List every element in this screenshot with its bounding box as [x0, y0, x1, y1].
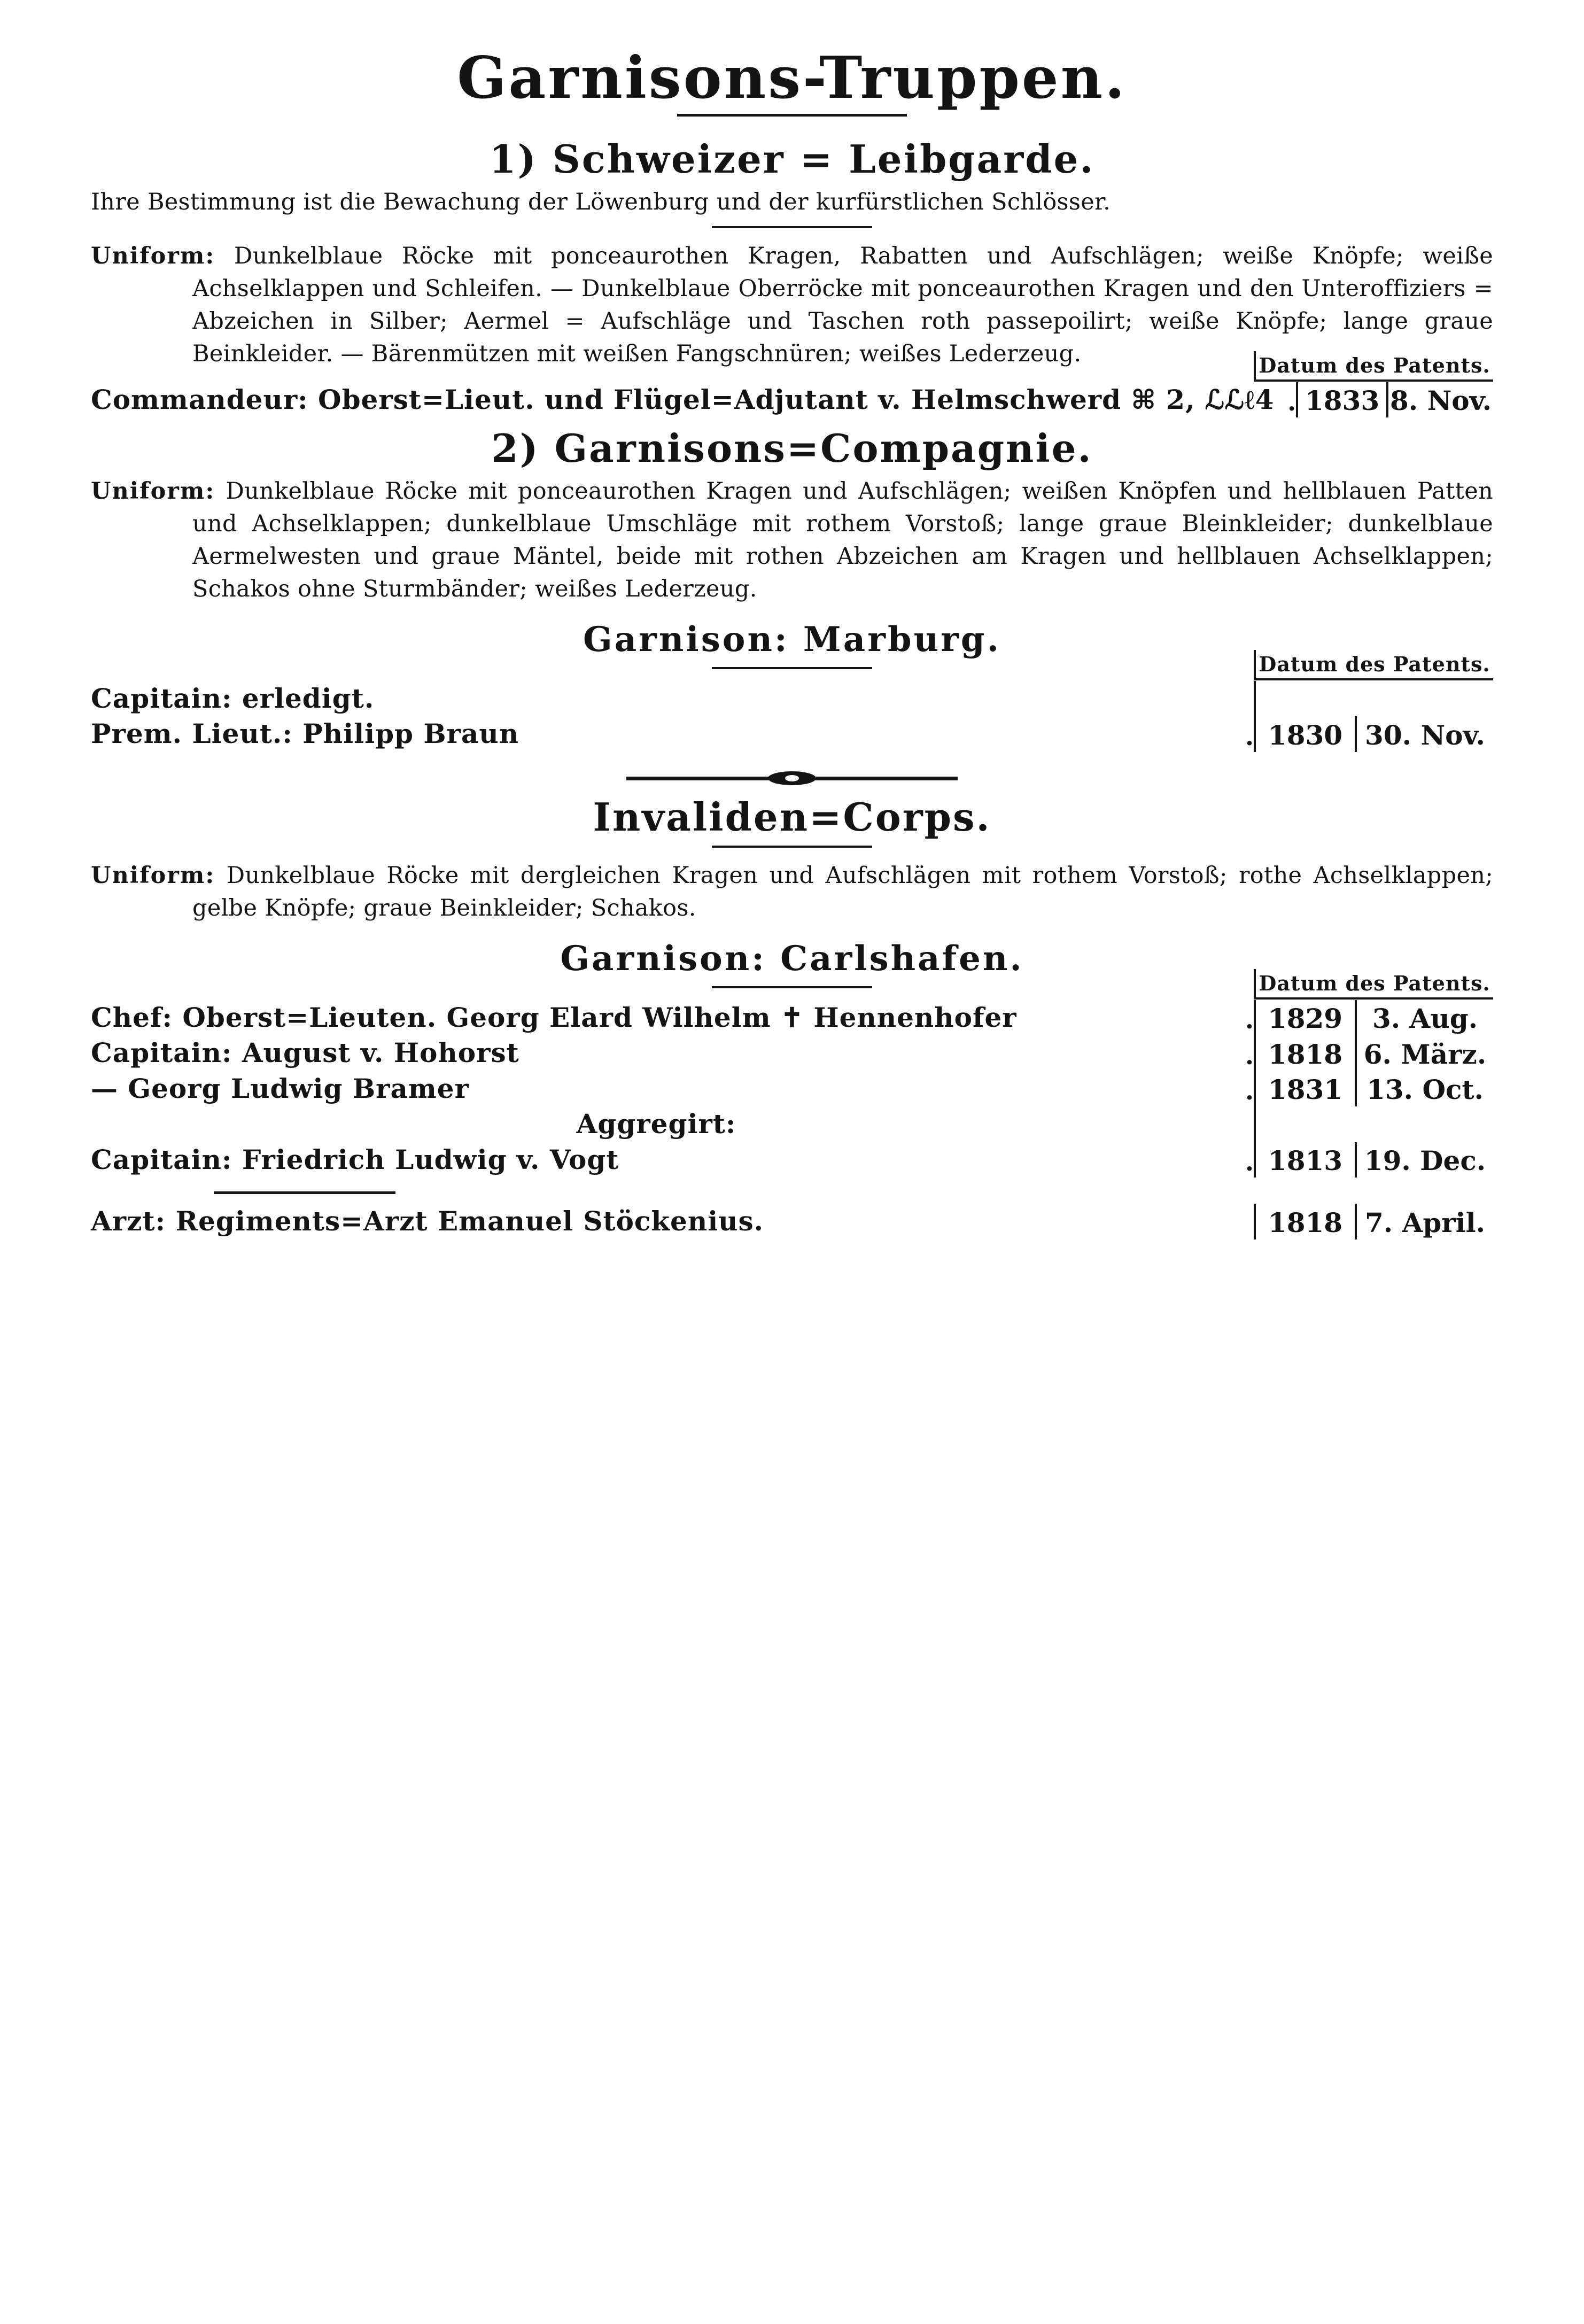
table-row: [91, 1142, 1493, 1178]
patent-year: 1818: [1255, 1035, 1356, 1071]
officer-name: Arzt: Regiments=Arzt Emanuel Stöckenius.: [91, 1205, 764, 1237]
officer-name: Capitain: Friedrich Ludwig v. Vogt: [91, 1143, 619, 1175]
section-2-title: Garnisons=Compagnie.: [554, 425, 1093, 471]
leader-dots: [1222, 681, 1255, 717]
section-2-heading: [91, 427, 1493, 469]
page-title: Garnisons-Truppen.: [457, 44, 1127, 112]
section-1-uniform-label: Uniform:: [91, 242, 215, 269]
patent-date: 7. April.: [1356, 1204, 1493, 1240]
patent-date-spacer: [1356, 1106, 1493, 1142]
patent-year: 1813: [1255, 1142, 1356, 1178]
section-1-uniform-text: Dunkelblaue Röcke mit ponceaurothen Kragen, Rabatten und Aufschlägen; weiße Knöpfe; weiße Achselklappen und Schleifen. — Dunkelblaue Oberröcke mit ponceaurothen Kragen und den Unteroffiziers = Abzeichen in Silber; Aermel = Aufschläge und Taschen roth passepoilirt; weiße Knöpfe; lange graue Beinkleider. — Bärenmützen mit weißen Fangschnüren; weißes Lederzeug.: [192, 242, 1494, 367]
section-3-heading: Invaliden=Corps.: [593, 794, 991, 840]
section-2-patent-table: [91, 681, 1493, 752]
table-row: [91, 1000, 1493, 1036]
patent-date: 30. Nov.: [1356, 716, 1493, 752]
leader-dots: .: [1245, 1041, 1254, 1070]
arzt-divider: [214, 1191, 395, 1194]
section-2-garnison: Garnison: Marburg.: [583, 619, 1001, 660]
section-3-patent-header: Datum des Patents.: [1254, 969, 1493, 1000]
section-divider-ornament: [626, 770, 958, 786]
section-3-uniform-text: Dunkelblaue Röcke mit dergleichen Kragen und Aufschlägen mit rothem Vorstoß; rothe Achselklappen; gelbe Knöpfe; graue Beinkleider; Schakos.: [192, 862, 1493, 921]
table-row: [91, 1071, 1493, 1107]
section-2-uniform-text: Dunkelblaue Röcke mit ponceaurothen Kragen und Aufschlägen; weißen Knöpfen und hellblauen Patten und Achselklappen; dunkelblaue Umschläge mit rothem Vorstoß; lange graue Bleinkleider; dunkelblaue Aermelwesten und graue Mäntel, beide mit rothen Abzeichen am Kragen und hellblauen Achselklappen; Schakos ohne Sturmbänder; weißes Lederzeug.: [192, 477, 1494, 602]
section-1-number: 1): [489, 136, 538, 182]
patent-year: 1818: [1255, 1204, 1356, 1240]
section-2-rule: [712, 667, 872, 669]
officer-name: Prem. Lieut.: Philipp Braun: [91, 718, 519, 750]
section-3-garnison-rule: [712, 986, 872, 988]
section-1-rule: [712, 226, 872, 228]
patent-year: 1831: [1255, 1071, 1356, 1107]
leader-dots: .: [1287, 388, 1296, 417]
table-row: [91, 1106, 1493, 1142]
patent-date: 6. März.: [1356, 1035, 1493, 1071]
section-3-uniform-label: Uniform:: [91, 862, 215, 889]
leader-dots: [1222, 1204, 1255, 1240]
section-3-patent-table: [91, 1000, 1493, 1178]
ornament-knot: [768, 771, 816, 785]
section-2-number: 2): [491, 425, 540, 471]
section-1-heading: [91, 138, 1493, 180]
title-divider: [677, 114, 907, 117]
section-2-uniform-label: Uniform:: [91, 477, 215, 505]
officer-name: Capitain: August v. Hohorst: [91, 1037, 519, 1069]
leader-dots: [1222, 1106, 1255, 1142]
section-1-title: Schweizer = Leibgarde.: [552, 136, 1095, 182]
patent-year-spacer: [1255, 1106, 1356, 1142]
patent-year: [1255, 681, 1356, 717]
leader-dots: .: [1245, 722, 1254, 751]
section-1-patent-header: Datum des Patents.: [1254, 351, 1493, 382]
table-row: [91, 1035, 1493, 1071]
officer-name: Chef: Oberst=Lieuten. Georg Elard Wilhelm ✝ Hennenhofer: [91, 1001, 1017, 1033]
patent-year: 1833: [1297, 382, 1387, 418]
section-2-patent-block: [91, 652, 1493, 752]
patent-year: 1830: [1255, 716, 1356, 752]
section-1-patent-table: [91, 382, 1493, 418]
section-3-arzt-table: [91, 1204, 1493, 1240]
section-2-uniform: [91, 475, 1493, 606]
table-row: [91, 681, 1493, 717]
leader-dots: .: [1245, 1148, 1254, 1177]
section-3-patent-block: [91, 971, 1493, 1240]
officer-name: Commandeur: Oberst=Lieut. und Flügel=Adjutant v. Helmschwerd ⌘ 2, ℒℒℓ4: [91, 383, 1275, 415]
patent-date: 3. Aug.: [1356, 1000, 1493, 1036]
table-row: [91, 382, 1493, 418]
officer-name: — Georg Ludwig Bramer: [91, 1072, 469, 1104]
patent-date: 8. Nov.: [1387, 382, 1493, 418]
aggregirt-label: Aggregirt:: [576, 1108, 736, 1140]
patent-date: 13. Oct.: [1356, 1071, 1493, 1107]
section-1-patent-block: [91, 353, 1493, 418]
section-3-uniform: [91, 859, 1493, 925]
section-1-intro: Ihre Bestimmung ist die Bewachung der Löwenburg und der kurfürstlichen Schlösser.: [91, 188, 1111, 215]
officer-name: Capitain: erledigt.: [91, 682, 375, 714]
section-3-garnison: Garnison: Carlshafen.: [560, 938, 1024, 979]
table-row: [91, 716, 1493, 752]
patent-date: 19. Dec.: [1356, 1142, 1493, 1178]
leader-dots: .: [1245, 1005, 1254, 1035]
section-3-rule: [712, 846, 872, 848]
section-2-patent-header: Datum des Patents.: [1254, 650, 1493, 680]
leader-dots: .: [1245, 1076, 1254, 1106]
patent-date: [1356, 681, 1493, 717]
table-row: [91, 1204, 1493, 1240]
patent-year: 1829: [1255, 1000, 1356, 1036]
